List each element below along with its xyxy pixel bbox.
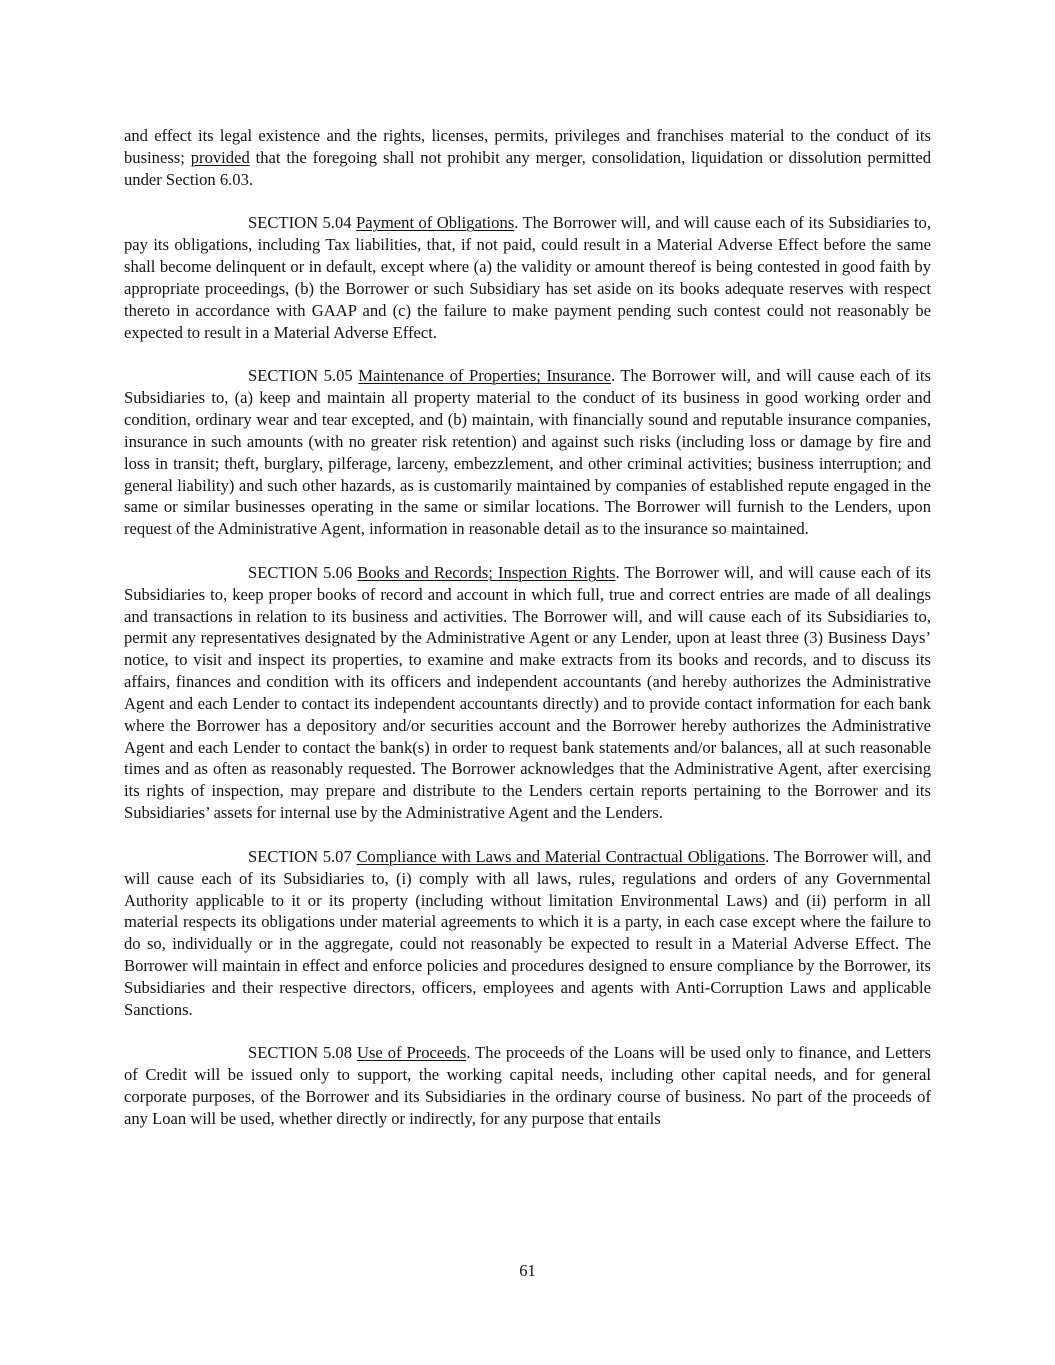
section-5-07 (124, 846, 931, 1021)
document-page (124, 125, 931, 1130)
section-heading: Payment of Obligations (356, 213, 515, 233)
provided-term: provided (190, 147, 250, 167)
paragraph-continuation (124, 125, 931, 191)
section-body: . The Borrower will, and will cause each of its Subsidiaries to, (i) comply with all laws, rules, regulations and orders of any Governmental Authority applicable to it or its property (including without limitation Environmental Laws) and (ii) perform in all material respects its obligations under material agreements to which it is a party, in each case except where the failure to do so, individually or in the aggregate, could not reasonably be expected to result in a Material Adverse Effect. The Borrower will maintain in effect and enforce policies and procedures designed to ensure compliance by the Borrower, its Subsidiaries and their respective directors, officers, employees and agents with Anti-Corruption Laws and applicable Sanctions. (124, 846, 932, 1019)
section-heading: Books and Records; Inspection Rights (357, 562, 616, 582)
section-5-05 (124, 365, 931, 540)
section-heading: Compliance with Laws and Material Contractual Obligations (356, 846, 766, 866)
section-number: SECTION 5.06 (248, 562, 353, 582)
section-body: . The Borrower will, and will cause each of its Subsidiaries to, keep proper books of record and account in which full, true and correct entries are made of all dealings and transactions in relation to its business and activities. The Borrower will, and will cause each of its Subsidiaries to, permit any representatives designated by the Administrative Agent or any Lender, upon at least three (3) Business Days’ notice, to visit and inspect its properties, to examine and make extracts from its books and records, and to discuss its affairs, finances and condition with its officers and independent accountants (and hereby authorizes the Administrative Agent and each Lender to contact its independent accountants directly) and to provide contact information for each bank where the Borrower has a depository and/or securities account and the Borrower hereby authorizes the Administrative Agent and each Lender to contact the bank(s) in order to request bank statements and/or balances, all at such reasonable times and as often as reasonably requested. The Borrower acknowledges that the Administrative Agent, after exercising its rights of inspection, may prepare and distribute to the Lenders certain reports pertaining to the Borrower and its Subsidiaries’ assets for internal use by the Administrative Agent and the Lenders. (124, 562, 931, 823)
section-body: . The proceeds of the Loans will be used only to finance, and Letters of Credit will be issued only to support, the working capital needs, including other capital needs, and for general corporate purposes, of the Borrower and its Subsidiaries in the ordinary course of business. No part of the proceeds of any Loan will be used, whether directly or indirectly, for any purpose that entails (124, 1043, 932, 1128)
section-body: . The Borrower will, and will cause each of its Subsidiaries to, (a) keep and maintain all property material to the conduct of its business in good working order and condition, ordinary wear and tear excepted, and (b) maintain, with financially sound and reputable insurance companies, insurance in such amounts (with no greater risk retention) and against such risks (including loss or damage by fire and loss in transit; theft, burglary, pilferage, larceny, embezzlement, and other criminal activities; business interruption; and general liability) and such other hazards, as is customarily maintained by companies of established repute engaged in the same or similar businesses operating in the same or similar locations. The Borrower will furnish to the Lenders, upon request of the Administrative Agent, information in reasonable detail as to the insurance so maintained. (124, 366, 931, 539)
section-number: SECTION 5.04 (248, 213, 352, 233)
section-heading: Maintenance of Properties; Insurance (358, 366, 611, 386)
section-number: SECTION 5.05 (248, 366, 353, 386)
paragraph-text: that the foregoing shall not prohibit any merger, consolidation, liquidation or dissolution permitted under Section 6.03. (124, 147, 931, 189)
section-5-08 (124, 1042, 931, 1129)
section-number: SECTION 5.07 (248, 846, 352, 866)
paragraph-text: and effect its legal existence and the rights, licenses, permits, privileges and franchises material to the conduct of its business; (124, 126, 931, 167)
section-heading: Use of Proceeds (356, 1043, 467, 1063)
section-5-04 (124, 212, 931, 343)
page-number: 61 (519, 1261, 536, 1280)
section-5-06 (124, 562, 931, 824)
section-body: . The Borrower will, and will cause each of its Subsidiaries to, pay its obligations, including Tax liabilities, that, if not paid, could result in a Material Adverse Effect before the same shall become delinquent or in default, except where (a) the validity or amount thereof is being contested in good faith by appropriate proceedings, (b) the Borrower or such Subsidiary has set aside on its books adequate reserves with respect thereto in accordance with GAAP and (c) the failure to make payment pending such contest could not reasonably be expected to result in a Material Adverse Effect. (124, 213, 931, 342)
section-number: SECTION 5.08 (248, 1043, 353, 1063)
